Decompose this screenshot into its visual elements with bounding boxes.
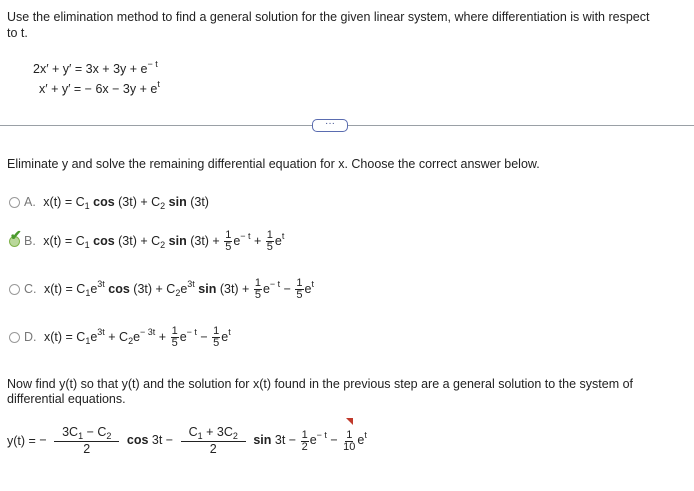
checkmark-icon: ✔ <box>10 227 22 243</box>
option-b-letter: B. <box>24 233 36 248</box>
equation-2-exponent: t <box>157 79 160 89</box>
question-prompt-line1: Use the elimination method to find a general solution for the given linear system, where differentiation is with respect <box>7 10 650 24</box>
y-answer-row <box>7 425 367 457</box>
option-a[interactable] <box>9 195 209 209</box>
option-c-formula: $x(t) = C_1e^{3t}$ $\cos (3t) + C_2e^{3t}$ sin (3t) + $\frac{1}{5}$ $e^{- t}$ − $\frac{1}{5}$ $e^t$ <box>43 277 315 301</box>
equation-1 <box>33 59 158 76</box>
equation-2 <box>39 79 160 96</box>
option-a-letter: A. <box>24 195 36 209</box>
equation-1-text: 2x′ + y′ = 3x + 3y + e <box>33 62 148 76</box>
more-button[interactable]: ··· <box>312 119 348 132</box>
option-d-formula: $x(t) = C_1e^{3t} + C_2e^{- 3t}$ + $\frac{1}{5}$ $e^{- t}$ − $\frac{1}{5}$ $e^t$ <box>43 325 231 349</box>
equation-1-exponent: − t <box>147 59 158 69</box>
option-c-radio[interactable] <box>9 284 20 295</box>
part2-instruction-line1: Now find y(t) so that y(t) and the solution for x(t) found in the previous step are a general solution to the system of <box>7 377 634 391</box>
option-c-letter: C. <box>24 281 37 296</box>
option-d[interactable] <box>9 326 231 349</box>
part2-instruction-line2: differential equations. <box>7 392 126 406</box>
option-d-letter: D. <box>24 329 37 344</box>
y-answer-label: y(t) = <box>7 434 36 448</box>
option-b[interactable] <box>9 227 285 253</box>
part1-instruction: Eliminate y and solve the remaining differential equation for x. Choose the correct answer below. <box>7 157 540 171</box>
option-b-formula: $x(t) = C_1$ $\cos (3t) + C_2$ sin (3t) + $\frac{1}{5}$ $e^{- t}$ + $\frac{1}{5}$ $e^t$ <box>43 229 285 253</box>
flag-marker-icon <box>346 418 353 425</box>
option-c[interactable] <box>9 278 314 301</box>
question-prompt-line2: to t. <box>7 26 28 40</box>
y-answer-expression: − $\frac{3C_1 - C_2}{2}$ cos 3t − $\frac{C_1 + 3C_2}{2}$ sin 3t − $\frac{1}{2}$ $e^{- t}$ − $\frac{1}{10}$ $e^t$ <box>39 425 367 456</box>
equation-2-text: x′ + y′ = − 6x − 3y + e <box>39 82 158 96</box>
option-d-radio[interactable] <box>9 332 20 343</box>
option-a-formula: $x(t) = C_1$ $\cos (3t) + C_2$ sin (3t) <box>43 195 209 211</box>
option-a-radio[interactable] <box>9 197 20 208</box>
